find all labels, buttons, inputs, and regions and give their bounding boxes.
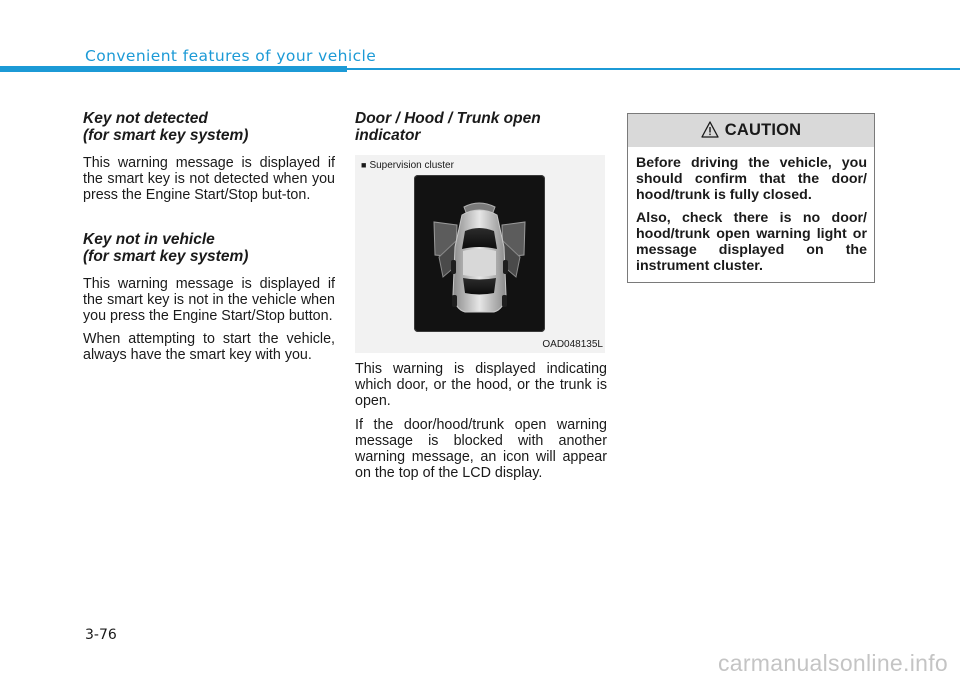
key-not-in-vehicle-heading <box>83 231 335 265</box>
page-number: 3-76 <box>85 627 117 643</box>
key-not-in-vehicle-text: This warning message is displayed if the smart key is not in the vehicle when you press the Engine Start/Stop button. <box>83 275 335 325</box>
watermark: carmanualsonline.info <box>717 650 948 676</box>
indicator-blocked-text: If the door/hood/trunk open warning message is blocked with another warning message, an icon will appear on the top of the LCD display. <box>355 416 607 482</box>
heading-line: Key not in vehicle <box>83 230 215 248</box>
caption-text: Supervision cluster <box>369 160 454 171</box>
header-title: Convenient features of your vehicle <box>85 47 377 65</box>
left-column <box>83 110 335 371</box>
heading-line: Door / Hood / Trunk open <box>355 110 541 127</box>
supervision-cluster-figure <box>355 155 605 353</box>
caution-text-2: Also, check there is no door/ hood/trunk open warning light or message displayed on the instrument cluster. <box>636 209 867 275</box>
figure-code: OAD048135L <box>542 339 603 350</box>
indicator-description-text: This warning is displayed indicating which door, or the hood, or the trunk is open. <box>355 361 607 410</box>
heading-line: (for smart key system) <box>83 247 249 265</box>
car-open-doors-icon <box>414 175 545 332</box>
caution-label: CAUTION <box>724 121 802 139</box>
key-not-detected-text: This warning message is displayed if the smart key is not detected when you press the Engine Start/Stop but-ton. <box>83 155 335 204</box>
caution-box <box>627 113 875 283</box>
middle-column <box>355 110 607 488</box>
warning-triangle-icon <box>701 121 719 138</box>
caption-square-icon: ■ <box>361 160 367 170</box>
heading-line: Key not detected <box>83 110 208 127</box>
caution-text-1: Before driving the vehicle, you should confirm that the door/ hood/trunk is fully closed. <box>636 155 867 204</box>
header-rule-thick <box>0 66 347 72</box>
door-hood-trunk-heading <box>355 110 607 144</box>
header-rule-thin <box>347 68 960 70</box>
caution-header <box>628 114 874 147</box>
smart-key-reminder-text: When attempting to start the vehicle, always have the smart key with you. <box>83 331 335 364</box>
cluster-display <box>414 175 545 332</box>
heading-line: (for smart key system) <box>83 127 249 144</box>
heading-line: indicator <box>355 127 421 144</box>
caution-body <box>628 147 874 274</box>
figure-caption <box>361 160 454 171</box>
key-not-detected-heading <box>83 110 335 144</box>
